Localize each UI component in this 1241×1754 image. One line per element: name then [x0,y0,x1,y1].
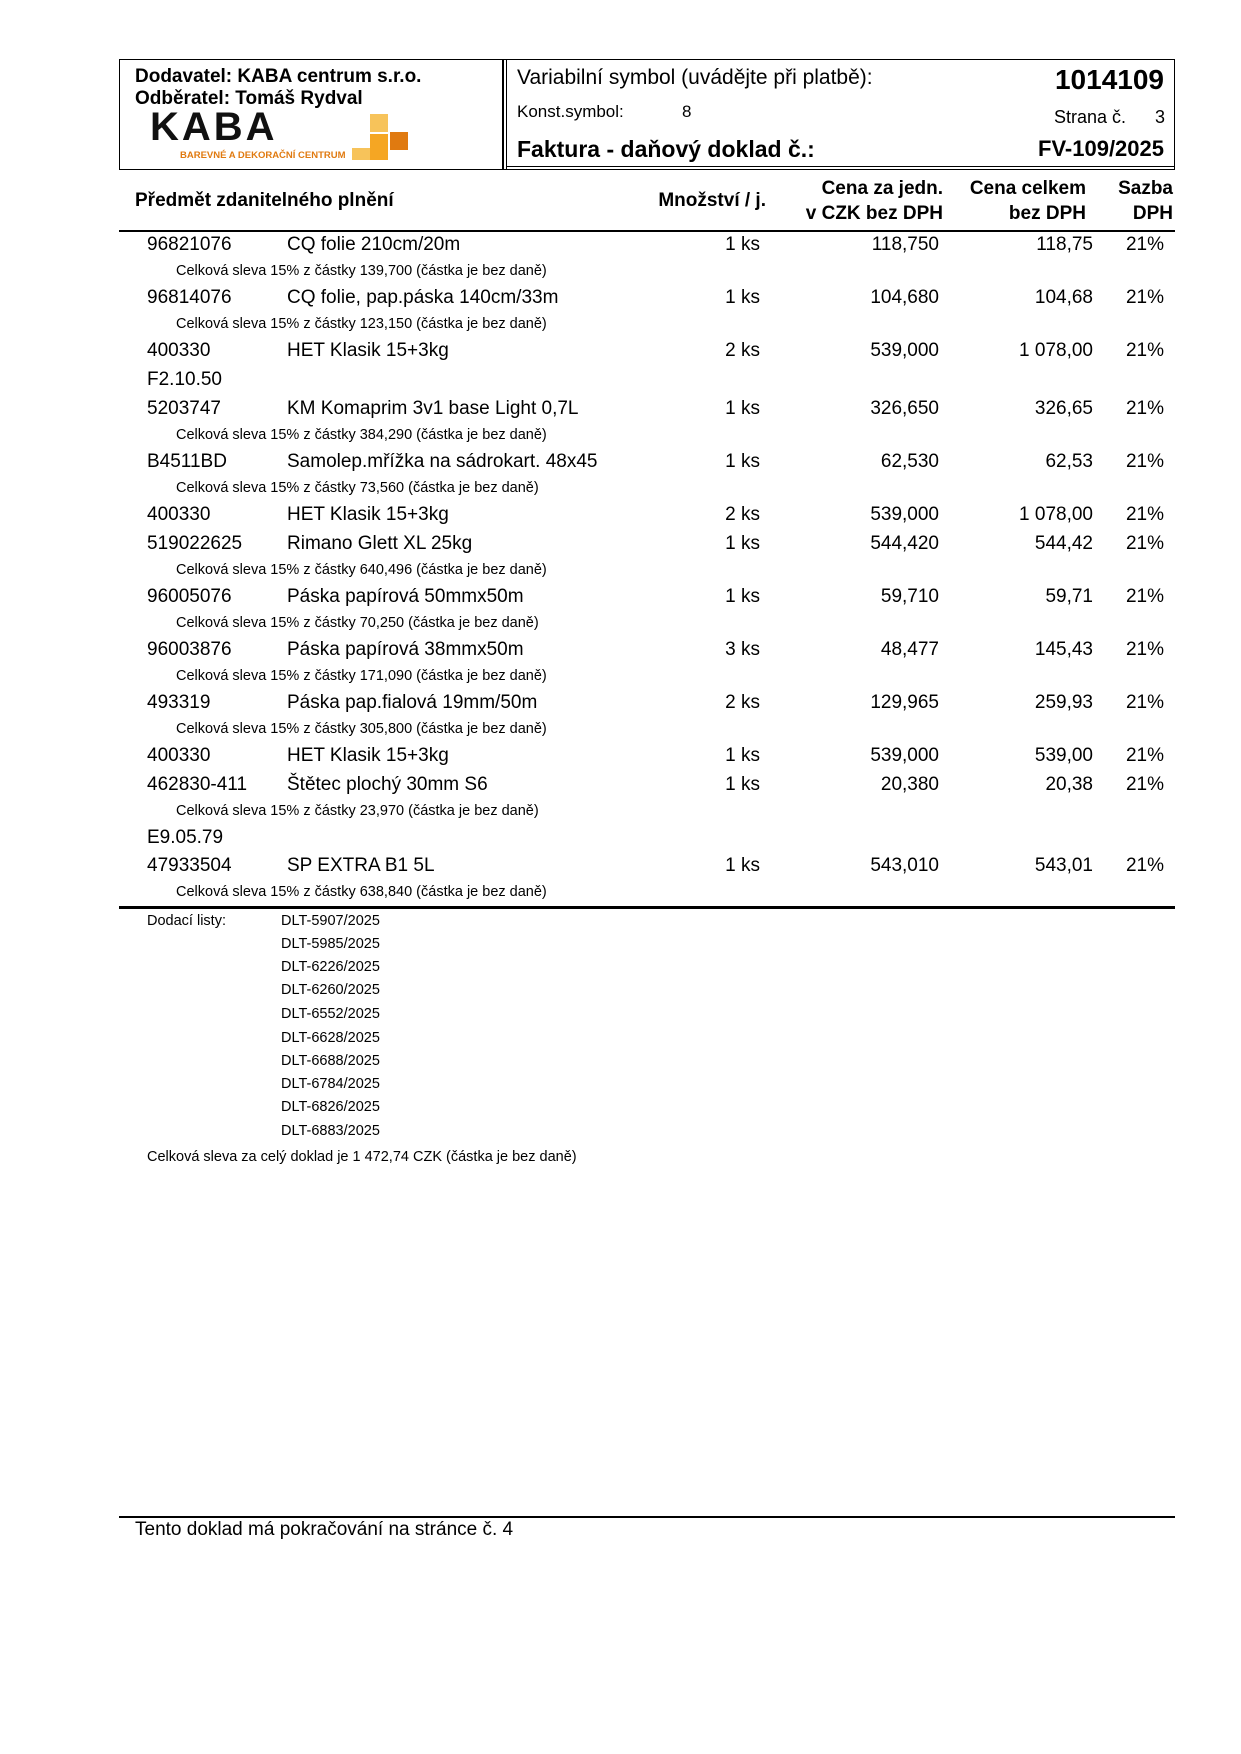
delivery-note: DLT-6826/2025 [281,1099,380,1115]
item-vat: 21% [1125,855,1164,876]
variable-symbol-label: Variabilní symbol (uvádějte při platbě): [517,66,873,89]
item-discount: Celková sleva 15% z částky 171,090 (částka je bez daně) [176,668,547,684]
kaba-logo [146,106,412,166]
delivery-note: DLT-6688/2025 [281,1053,380,1069]
item-vat: 21% [1125,745,1164,766]
item-description: Páska papírová 38mmx50m [287,639,524,660]
column-header-vat-line2: DPH [1132,203,1173,224]
item-note: F2.10.50 [147,369,222,390]
header-divider-inner [506,59,507,170]
delivery-note: DLT-6628/2025 [281,1030,380,1046]
item-vat: 21% [1125,398,1164,419]
document-number: FV-109/2025 [1038,136,1164,161]
item-total: 59,71 [1045,586,1093,607]
item-vat: 21% [1125,639,1164,660]
column-header-vat-line1: Sazba [1118,178,1173,199]
item-description: SP EXTRA B1 5L [287,855,435,876]
item-discount: Celková sleva 15% z částky 638,840 (částka je bez daně) [176,884,547,900]
item-total: 145,43 [1034,639,1093,660]
item-qty: 1 ks [725,855,760,876]
item-unit-price: 543,010 [870,855,939,876]
item-discount: Celková sleva 15% z částky 70,250 (částka je bez daně) [176,615,539,631]
item-qty: 1 ks [725,398,760,419]
item-unit-price: 129,965 [870,692,939,713]
item-vat: 21% [1125,774,1164,795]
item-total: 62,53 [1045,451,1093,472]
item-total: 20,38 [1045,774,1093,795]
footer-rule [119,1516,1175,1518]
item-total: 104,68 [1034,287,1093,308]
constant-symbol-label: Konst.symbol: [517,102,624,121]
supplier: Dodavatel: KABA centrum s.r.o. [135,66,422,87]
table-top-rule [119,230,1175,232]
item-qty: 1 ks [725,774,760,795]
page-label: Strana č. [1053,107,1126,127]
delivery-note: DLT-6552/2025 [281,1006,380,1022]
item-total: 118,75 [1036,234,1093,255]
item-unit-price: 59,710 [880,586,939,607]
item-code: 47933504 [147,855,232,876]
item-total: 259,93 [1034,692,1093,713]
item-code: 96003876 [147,639,232,660]
item-vat: 21% [1125,504,1164,525]
item-qty: 1 ks [725,533,760,554]
item-qty: 1 ks [725,451,760,472]
item-unit-price: 539,000 [870,504,939,525]
item-description: HET Klasik 15+3kg [287,504,449,525]
item-unit-price: 326,650 [870,398,939,419]
item-code: 462830-411 [147,774,248,795]
item-description: Samolep.mřížka na sádrokart. 48x45 [287,451,598,472]
item-code: 96005076 [147,586,232,607]
column-header-unit-price-line2: v CZK bez DPH [805,203,943,224]
item-note: E9.05.79 [147,827,224,848]
item-code: 493319 [147,692,211,713]
item-discount: Celková sleva 15% z částky 139,700 (částka je bez daně) [176,263,547,279]
item-unit-price: 48,477 [880,639,939,660]
column-header-vat [1118,176,1173,226]
logo-square-3 [370,134,388,160]
item-code: 400330 [147,340,211,361]
item-discount: Celková sleva 15% z částky 384,290 (částka je bez daně) [176,427,547,443]
logo-brand: KABA [150,106,278,149]
page-number: 3 [1154,107,1165,127]
item-code: 5203747 [147,398,221,419]
item-vat: 21% [1125,287,1164,308]
delivery-note: DLT-6260/2025 [281,982,380,998]
item-vat: 21% [1125,451,1164,472]
header-divider [502,59,504,170]
item-qty: 3 ks [725,639,760,660]
item-code: 400330 [147,504,211,525]
item-total: 544,42 [1034,533,1093,554]
item-description: Štětec plochý 30mm S6 [287,774,488,795]
logo-tagline: BAREVNÉ A DEKORAČNÍ CENTRUM [180,150,346,161]
item-qty: 2 ks [725,504,760,525]
customer: Odběratel: Tomáš Rydval [135,88,363,109]
delivery-notes-label: Dodací listy: [147,913,226,929]
item-discount: Celková sleva 15% z částky 23,970 (částka je bez daně) [176,803,539,819]
item-qty: 1 ks [725,745,760,766]
delivery-note: DLT-6883/2025 [281,1123,380,1139]
constant-symbol-value: 8 [682,102,692,121]
item-vat: 21% [1125,340,1164,361]
column-header-qty: Množství / j. [658,190,766,211]
header-bottom-rule [506,166,1175,167]
item-vat: 21% [1125,586,1164,607]
item-code: 400330 [147,745,211,766]
column-header-unit-price-line1: Cena za jedn. [821,178,943,199]
item-discount: Celková sleva 15% z částky 123,150 (částka je bez daně) [176,316,547,332]
item-vat: 21% [1125,234,1164,255]
item-description: Páska pap.fialová 19mm/50m [287,692,538,713]
item-description: Rimano Glett XL 25kg [287,533,473,554]
delivery-note: DLT-6784/2025 [281,1076,380,1092]
logo-square-1 [370,114,388,132]
item-unit-price: 539,000 [870,745,939,766]
item-discount: Celková sleva 15% z částky 305,800 (částka je bez daně) [176,721,547,737]
item-total: 543,01 [1034,855,1093,876]
variable-symbol-value: 1014109 [1054,64,1164,95]
item-discount: Celková sleva 15% z částky 73,560 (částka je bez daně) [176,480,539,496]
continuation-note: Tento doklad má pokračování na stránce č. 4 [135,1519,514,1540]
item-unit-price: 118,750 [871,234,939,255]
item-description: KM Komaprim 3v1 base Light 0,7L [287,398,579,419]
item-unit-price: 20,380 [880,774,939,795]
item-code: 96821076 [147,234,232,255]
column-header-total-line2: bez DPH [1008,203,1086,224]
table-bottom-rule [119,906,1175,909]
item-total: 539,00 [1034,745,1093,766]
item-total: 326,65 [1034,398,1093,419]
column-header-unit-price [806,176,943,226]
item-description: CQ folie, pap.páska 140cm/33m [287,287,559,308]
delivery-note: DLT-6226/2025 [281,959,380,975]
delivery-note: DLT-5985/2025 [281,936,380,952]
item-code: 96814076 [147,287,232,308]
item-description: Páska papírová 50mmx50m [287,586,524,607]
item-description: CQ folie 210cm/20m [287,234,461,255]
item-unit-price: 62,530 [880,451,939,472]
item-unit-price: 544,420 [870,533,939,554]
item-code: B4511BD [147,451,227,472]
item-qty: 1 ks [725,287,760,308]
item-code: 519022625 [147,533,243,554]
logo-square-2 [390,132,408,150]
item-qty: 1 ks [725,234,760,255]
item-qty: 2 ks [725,692,760,713]
item-total: 1 078,00 [1019,340,1093,361]
logo-square-4 [352,148,370,160]
column-header-total [970,176,1086,226]
item-vat: 21% [1125,533,1164,554]
document-label: Faktura - daňový doklad č.: [517,136,815,162]
item-qty: 1 ks [725,586,760,607]
item-discount: Celková sleva 15% z částky 640,496 (částka je bez daně) [176,562,547,578]
item-description: HET Klasik 15+3kg [287,340,449,361]
item-unit-price: 539,000 [870,340,939,361]
item-unit-price: 104,680 [870,287,939,308]
item-vat: 21% [1125,692,1164,713]
column-header-total-line1: Cena celkem [969,178,1086,199]
item-description: HET Klasik 15+3kg [287,745,449,766]
total-discount: Celková sleva za celý doklad je 1 472,74 CZK (částka je bez daně) [147,1149,577,1165]
item-qty: 2 ks [725,340,760,361]
delivery-note: DLT-5907/2025 [281,913,380,929]
item-total: 1 078,00 [1019,504,1093,525]
column-header-item: Předmět zdanitelného plnění [135,190,394,211]
